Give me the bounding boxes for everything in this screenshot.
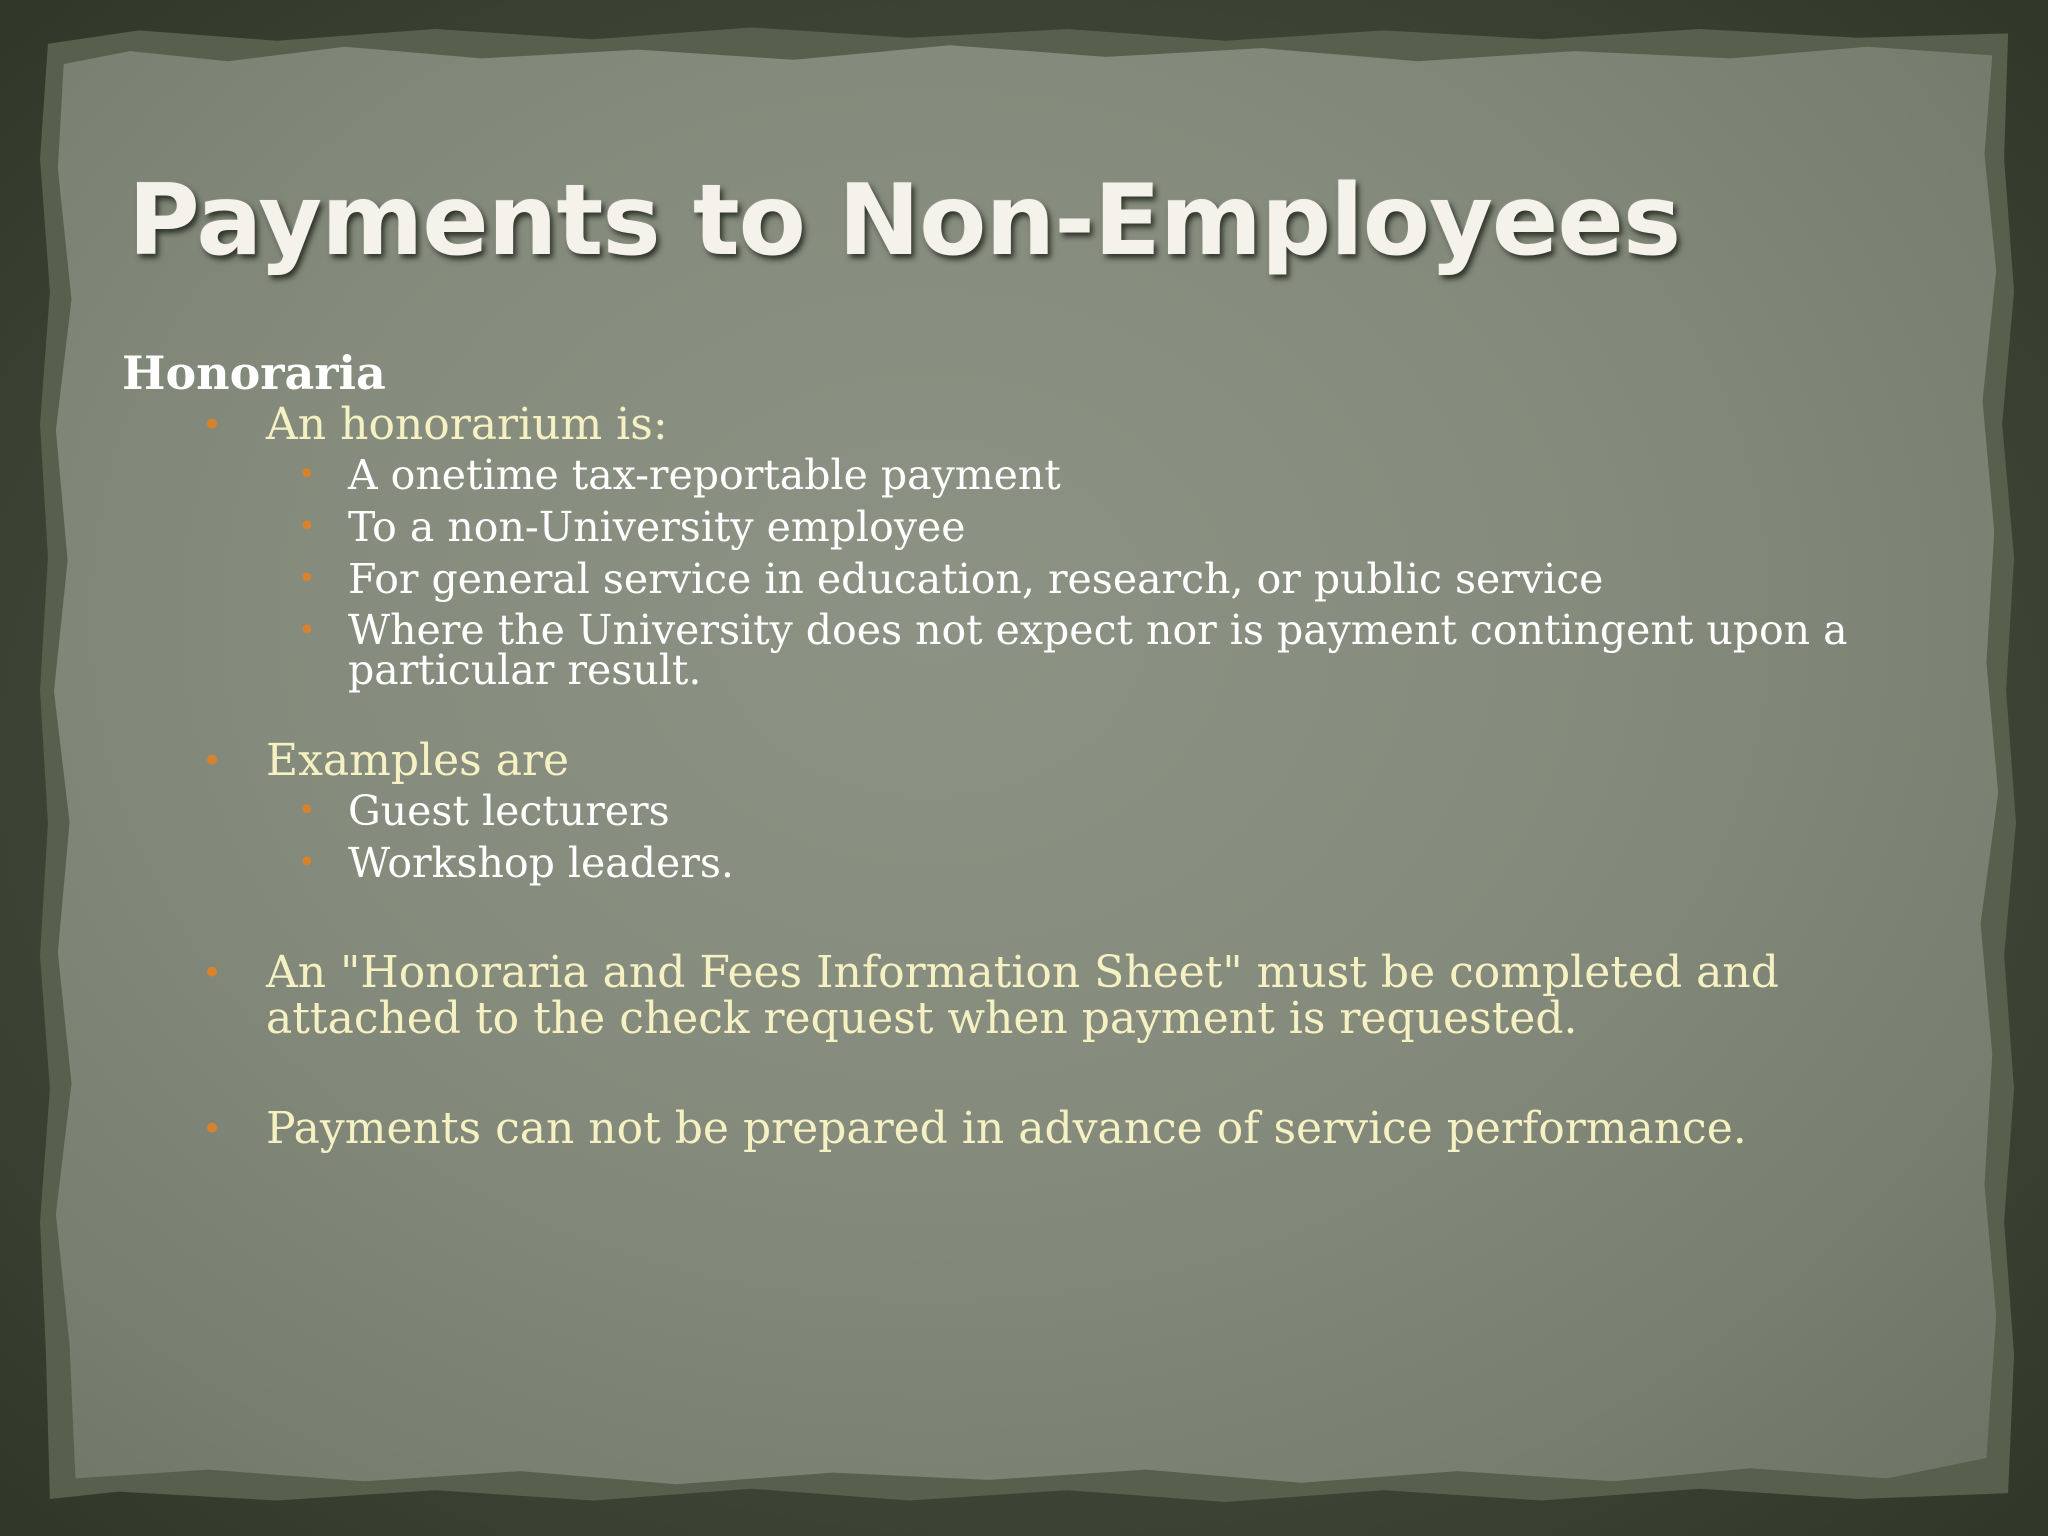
sub-list-item-text: Where the University does not expect nor is payment contingent upon a particular result. <box>348 606 1848 694</box>
bullet-icon: • <box>298 793 316 828</box>
list-item-text: An "Honoraria and Fees Information Sheet" must be completed and attached to the check request when payment is requested. <box>266 947 1779 1044</box>
bullet-icon: • <box>298 561 316 596</box>
slide-title: Payments to Non-Employees <box>128 164 1681 278</box>
sub-list-item <box>266 451 1922 499</box>
bullet-icon: • <box>202 405 223 445</box>
sub-list-item <box>266 839 1922 887</box>
bullet-icon: • <box>202 741 223 781</box>
sub-list-item-text: Guest lecturers <box>348 787 670 835</box>
sub-list-item-text: Workshop leaders. <box>348 839 734 887</box>
sub-list-item <box>266 503 1922 551</box>
bullet-list <box>122 399 1922 1154</box>
bullet-icon: • <box>298 457 316 492</box>
bullet-icon: • <box>298 509 316 544</box>
list-item-text: Payments can not be prepared in advance of service performance. <box>266 1103 1747 1154</box>
bullet-icon: • <box>202 1109 223 1149</box>
sub-bullet-list <box>266 787 1922 887</box>
bullet-icon: • <box>202 953 223 993</box>
sub-list-item-text: To a non-University employee <box>348 503 966 551</box>
list-item-text: An honorarium is: <box>266 399 668 450</box>
sub-list-item <box>266 555 1922 603</box>
sub-list-item <box>266 606 1922 694</box>
sub-bullet-list <box>266 451 1922 694</box>
sub-list-item-text: A onetime tax-reportable payment <box>348 451 1061 499</box>
section-heading: Honoraria <box>122 346 386 400</box>
bullet-icon: • <box>298 845 316 880</box>
bullet-icon: • <box>298 613 316 648</box>
list-item <box>122 399 1922 694</box>
list-item <box>122 947 1922 1044</box>
sub-list-item-text: For general service in education, research, or public service <box>348 555 1604 603</box>
slide-content <box>122 344 1922 1152</box>
list-item <box>122 1103 1922 1154</box>
list-item <box>122 735 1922 887</box>
list-item-text: Examples are <box>266 735 570 786</box>
sub-list-item <box>266 787 1922 835</box>
